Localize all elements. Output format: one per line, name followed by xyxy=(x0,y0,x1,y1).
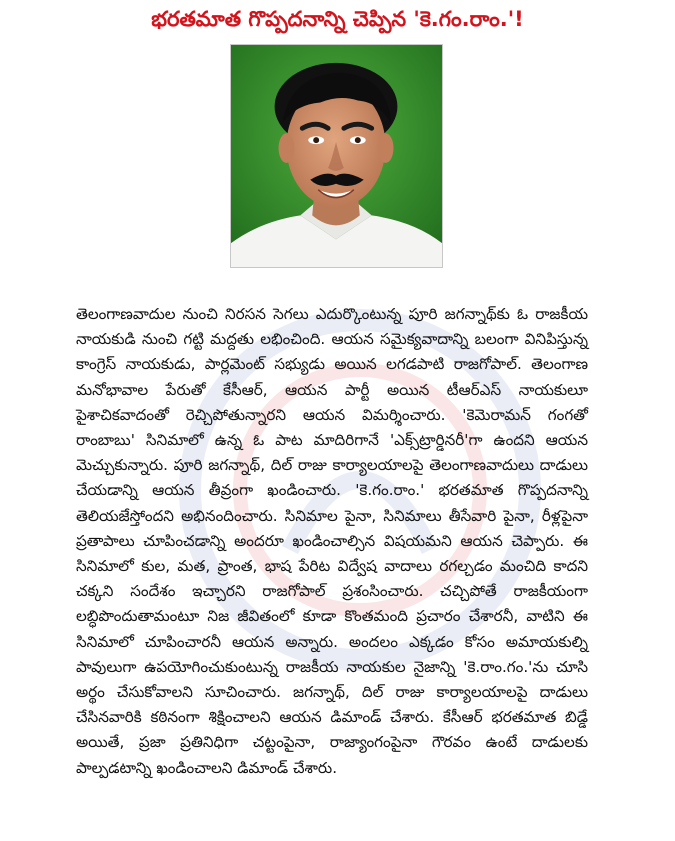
portrait-photo xyxy=(230,44,443,268)
headline: భరతమాత గొప్పదనాన్ని చెప్పిన 'కె.గం.రాం.'! xyxy=(151,7,524,31)
portrait-illustration xyxy=(231,45,442,267)
article-body: తెలంగాణవాదుల నుంచి నిరసన సెగలు ఎదుర్కొంటున్న పూరి జగన్నాథ్‌కు ఓ రాజకీయ నాయకుడి నుంచి గట్టి మద్దతు లభించింది. ఆయన సమైక్యవాదాన్ని బలంగా వినిపిస్తున్న కాంగ్రెస్ నాయకుడు, పార్లమెంట్ సభ్యుడు అయిన లగడపాటి రాజగోపాల్. తెలంగాణ మనోభావాల పేరుతో కేసీఆర్, ఆయన పార్టీ అయిన టీఆర్ఎస్ నాయకులూ పైశాచికవాదంతో రెచ్చిపోతున్నారని ఆయన విమర్శించారు. 'కెమెరామన్ గంగతో రాంబాబు' సినిమాలో ఉన్న ఓ పాట మాదిరిగానే 'ఎక్స్‌ట్రార్డినరీ'గా ఉందని ఆయన మెచ్చుకున్నారు. పూరి జగన్నాథ్, దిల్ రాజు కార్యాలయాలపై తెలంగాణవాదులు దాడులు చేయడాన్ని ఆయన తీవ్రంగా ఖండించారు. 'కె.గం.రాం.' భరతమాత గొప్పదనాన్ని తెలియజేస్తోందని అభినందించారు. సినిమాల పైనా, సినిమాలు తీసేవారి పైనా, రీళ్లపైనా ప్రతాపాలు చూపించడాన్ని అందరూ ఖండించాల్సిన విషయమని ఆయన చెప్పారు. ఈ సినిమాలో కుల, మత, ప్రాంత, భాష పేరిట విద్వేష వాదాలు రగల్చడం మంచిది కాదని చక్కని సందేశం ఇచ్చారని రాజగోపాల్ ప్రశంసించారు. చచ్చిపోతే రాజకీయంగా లబ్ధిపొందుతామంటూ నిజ జీవితంలో కూడా కొంతమంది ప్రచారం చేశారనీ, వాటిని ఈ సినిమాలో చూపించారనీ ఆయన అన్నారు. అందలం ఎక్కడం కోసం అమాయకుల్ని పావులుగా ఉపయోగించుకుంటున్న రాజకీయ నాయకుల నైజాన్ని 'కె.రాం.గం.'ను చూసి అర్థం చేసుకోవాలని సూచించారు. జగన్నాథ్, దిల్ రాజు కార్యాలయాలపై దాడులు చేసినవారికి కఠినంగా శిక్షించాలని ఆయన డిమాండ్ చేశారు. కేసీఆర్ భరతమాత బిడ్డే అయితే, ప్రజా ప్రతినిధిగా చట్టంపైనా, రాజ్యాంగంపైనా గౌరవం ఉంటే దాడులకు పాల్పడటాన్ని ఖండించాలని డిమాండ్ చేశారు. xyxy=(76,305,588,777)
